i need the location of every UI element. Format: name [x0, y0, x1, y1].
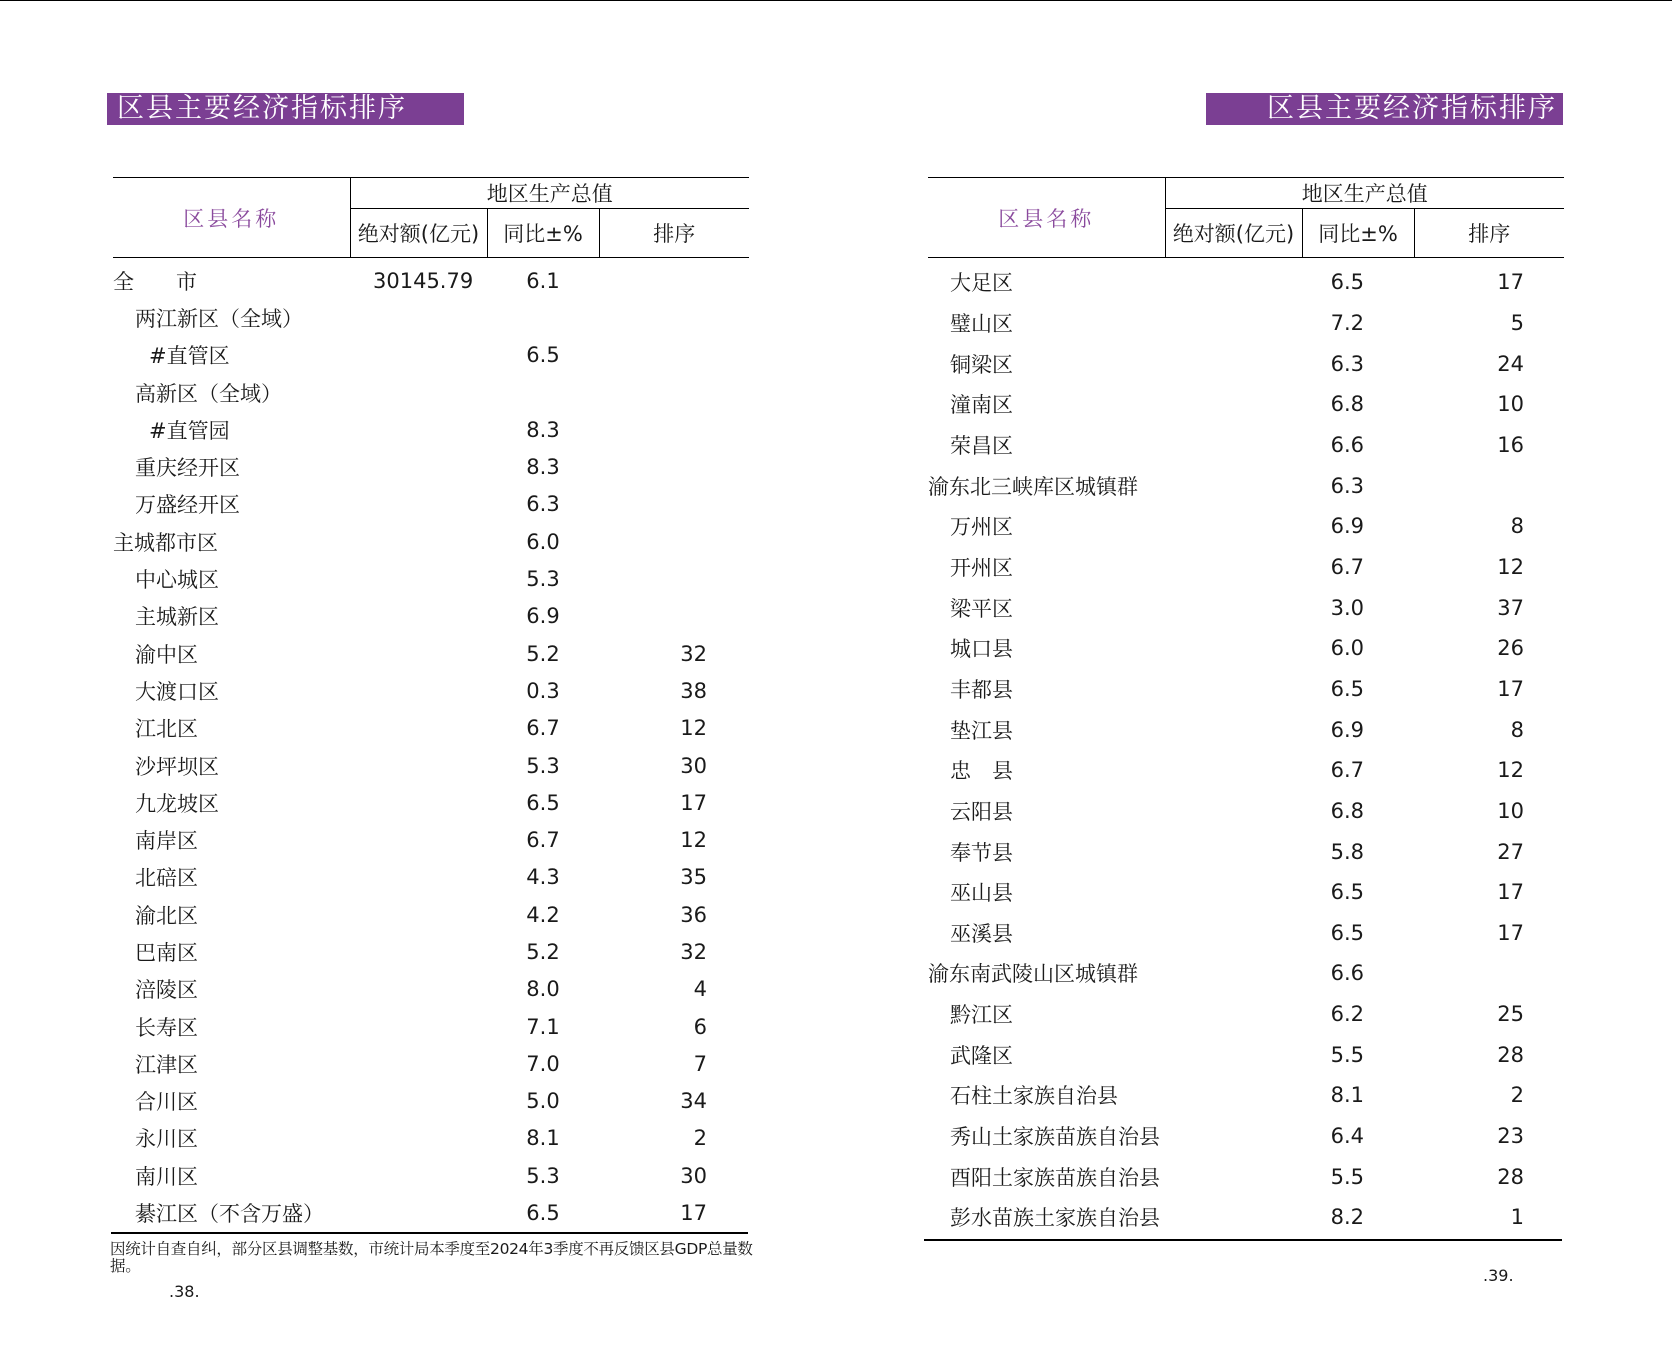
- district-name: 城口县: [950, 637, 1013, 662]
- table-row: [928, 1197, 1564, 1238]
- gdp-rank: 32: [680, 939, 708, 964]
- gdp-rank: [599, 448, 749, 485]
- table-row: [113, 1157, 749, 1194]
- gdp-rank: 26: [1497, 636, 1525, 661]
- table-row: [928, 994, 1564, 1035]
- gdp-absolute: [350, 1157, 487, 1194]
- gdp-rank: 2: [1510, 1083, 1525, 1108]
- gdp-absolute: [1165, 303, 1302, 344]
- table-row: [928, 547, 1564, 588]
- table-row: [928, 669, 1564, 710]
- gdp-rank: [599, 598, 749, 635]
- gdp-rank: 5: [1510, 310, 1525, 335]
- gdp-absolute: [350, 821, 487, 858]
- gdp-absolute: [350, 672, 487, 709]
- table-row: [113, 337, 749, 374]
- gdp-absolute: [1165, 343, 1302, 384]
- district-name: 高新区（全域）: [135, 381, 282, 406]
- gdp-absolute: [350, 859, 487, 896]
- district-name: 万盛经开区: [135, 493, 240, 518]
- gdp-yoy-percent: 7.0: [526, 1051, 560, 1076]
- gdp-yoy-percent: 6.3: [1330, 473, 1364, 498]
- table-row: [113, 1083, 749, 1120]
- district-name: 主城都市区: [113, 530, 218, 555]
- district-name: 武隆区: [950, 1043, 1013, 1068]
- district-name: 北碚区: [135, 866, 198, 891]
- gdp-rank: 8: [1510, 514, 1525, 539]
- table-row: [113, 1045, 749, 1082]
- district-name: 彭水苗族土家族自治县: [950, 1206, 1160, 1231]
- gdp-absolute: [350, 933, 487, 970]
- gdp-absolute: [350, 448, 487, 485]
- gdp-rank: 30: [680, 753, 708, 778]
- gdp-rank: 10: [1497, 392, 1525, 417]
- table-row: [928, 343, 1564, 384]
- gdp-yoy-percent: 6.6: [1330, 432, 1364, 457]
- gdp-rank: 10: [1497, 798, 1525, 823]
- gdp-yoy-percent: 3.0: [1330, 595, 1364, 620]
- table-row: [928, 303, 1564, 344]
- gdp-absolute: [350, 411, 487, 448]
- gdp-absolute: [1165, 872, 1302, 913]
- top-border: [0, 0, 1672, 1]
- district-name: 巴南区: [135, 940, 198, 965]
- gdp-yoy-percent: 5.5: [1330, 1042, 1364, 1067]
- gdp-rank: 23: [1497, 1124, 1525, 1149]
- table-row: [928, 791, 1564, 832]
- district-name: 开州区: [950, 555, 1013, 580]
- gdp-absolute: [1165, 1116, 1302, 1157]
- table-row: [928, 628, 1564, 669]
- gdp-absolute: [1165, 953, 1302, 994]
- header-district-name: 区县名称: [113, 178, 350, 258]
- gdp-yoy-percent: 6.5: [1330, 920, 1364, 945]
- gdp-rank: 17: [680, 790, 708, 815]
- gdp-absolute: [1165, 994, 1302, 1035]
- gdp-table-left: [113, 177, 749, 1232]
- table-row: [113, 896, 749, 933]
- header-yoy: 同比±%: [487, 209, 599, 258]
- gdp-yoy-percent: 8.2: [1330, 1205, 1364, 1230]
- district-name: 渝中区: [135, 642, 198, 667]
- gdp-rank: 1: [1510, 1205, 1525, 1230]
- gdp-absolute: [350, 486, 487, 523]
- gdp-absolute: [350, 896, 487, 933]
- gdp-rank: [599, 374, 749, 411]
- gdp-rank: 17: [1497, 270, 1525, 295]
- gdp-rank: 24: [1497, 351, 1525, 376]
- district-name: 巫山县: [950, 881, 1013, 906]
- gdp-absolute: [350, 635, 487, 672]
- district-name: 沙坪坝区: [135, 754, 219, 779]
- gdp-yoy-percent: 4.2: [526, 902, 560, 927]
- gdp-rank: [599, 411, 749, 448]
- table-row: [113, 560, 749, 597]
- district-name: 全 市: [113, 269, 197, 294]
- table-row: [928, 709, 1564, 750]
- gdp-absolute: [350, 1045, 487, 1082]
- gdp-rank: 28: [1497, 1042, 1525, 1067]
- table-bottom-rule-right: [924, 1239, 1562, 1241]
- gdp-rank: 38: [680, 678, 708, 703]
- gdp-rank: 17: [1497, 920, 1525, 945]
- gdp-absolute: [1165, 750, 1302, 791]
- gdp-rank: 2: [693, 1126, 708, 1151]
- gdp-yoy-percent: [487, 374, 599, 411]
- gdp-rank: [1414, 465, 1564, 506]
- gdp-yoy-percent: 6.3: [526, 492, 560, 517]
- gdp-rank: 16: [1497, 432, 1525, 457]
- header-gdp-group: 地区生产总值: [1165, 178, 1564, 209]
- gdp-yoy-percent: 8.1: [526, 1126, 560, 1151]
- table-row: [113, 299, 749, 336]
- gdp-yoy-percent: 7.2: [1330, 310, 1364, 335]
- district-name: 潼南区: [950, 393, 1013, 418]
- table-row: [113, 374, 749, 411]
- district-name: 丰都县: [950, 677, 1013, 702]
- header-absolute: 绝对额(亿元): [1165, 209, 1302, 258]
- table-row: [928, 1116, 1564, 1157]
- table-row: [113, 448, 749, 485]
- gdp-yoy-percent: 6.5: [526, 790, 560, 815]
- table-row: [928, 587, 1564, 628]
- gdp-absolute: [1165, 258, 1302, 303]
- table-row: [113, 747, 749, 784]
- district-name: 江津区: [135, 1052, 198, 1077]
- gdp-rank: [1414, 953, 1564, 994]
- gdp-yoy-percent: 5.3: [526, 753, 560, 778]
- gdp-rank: 36: [680, 902, 708, 927]
- gdp-absolute: [1165, 587, 1302, 628]
- district-name: 大足区: [950, 271, 1013, 296]
- table-row: [928, 1156, 1564, 1197]
- gdp-yoy-percent: 8.3: [526, 455, 560, 480]
- district-name: 渝东南武陵山区城镇群: [928, 962, 1138, 987]
- table-row: [928, 384, 1564, 425]
- gdp-rank: 12: [680, 716, 708, 741]
- district-name: 重庆经开区: [135, 456, 240, 481]
- gdp-absolute: [350, 971, 487, 1008]
- gdp-yoy-percent: 6.7: [1330, 758, 1364, 783]
- district-name: 綦江区（不含万盛）: [135, 1202, 324, 1227]
- gdp-rank: [599, 337, 749, 374]
- gdp-yoy-percent: 6.7: [526, 828, 560, 853]
- gdp-rank: 7: [693, 1051, 708, 1076]
- header-absolute: 绝对额(亿元): [350, 209, 487, 258]
- gdp-table-right: [928, 177, 1564, 1238]
- district-name: 长寿区: [135, 1015, 198, 1040]
- table-row: [113, 523, 749, 560]
- district-name: 九龙坡区: [135, 791, 219, 816]
- gdp-absolute: [350, 337, 487, 374]
- gdp-absolute: [1165, 384, 1302, 425]
- district-name: 垫江县: [950, 718, 1013, 743]
- table-row: [113, 784, 749, 821]
- district-name: 酉阳土家族苗族自治县: [950, 1165, 1160, 1190]
- header-yoy: 同比±%: [1302, 209, 1414, 258]
- table-row: [928, 258, 1564, 303]
- gdp-yoy-percent: 6.7: [1330, 554, 1364, 579]
- gdp-rank: [599, 523, 749, 560]
- table-row: [113, 1008, 749, 1045]
- gdp-absolute: [350, 598, 487, 635]
- gdp-yoy-percent: 5.5: [1330, 1164, 1364, 1189]
- gdp-absolute: [1165, 831, 1302, 872]
- table-row: [928, 1034, 1564, 1075]
- gdp-rank: 27: [1497, 839, 1525, 864]
- table-row: [928, 1075, 1564, 1116]
- gdp-yoy-percent: 6.5: [526, 1201, 560, 1226]
- district-name: 秀山土家族苗族自治县: [950, 1125, 1160, 1150]
- gdp-yoy-percent: 8.1: [1330, 1083, 1364, 1108]
- gdp-absolute: [350, 1194, 487, 1231]
- header-rank: 排序: [599, 209, 749, 258]
- footnote: 因统计自查自纠，部分区县调整基数，市统计局本季度至2024年3季度不再反馈区县GDP总量数据。: [110, 1240, 753, 1275]
- gdp-rank: [599, 560, 749, 597]
- table-row: [113, 859, 749, 896]
- gdp-rank: 12: [680, 828, 708, 853]
- gdp-absolute: [350, 1083, 487, 1120]
- gdp-yoy-percent: 5.2: [526, 641, 560, 666]
- table-row: [928, 425, 1564, 466]
- gdp-rank: 12: [1497, 758, 1525, 783]
- gdp-rank: 30: [680, 1163, 708, 1188]
- gdp-yoy-percent: 6.5: [1330, 270, 1364, 295]
- gdp-absolute: [350, 1120, 487, 1157]
- gdp-yoy-percent: 6.9: [1330, 717, 1364, 742]
- gdp-absolute: [1165, 425, 1302, 466]
- district-name: 璧山区: [950, 311, 1013, 336]
- district-name: 两江新区（全域）: [135, 306, 303, 331]
- gdp-absolute: [1165, 709, 1302, 750]
- gdp-absolute: [1165, 547, 1302, 588]
- gdp-rank: 6: [693, 1014, 708, 1039]
- gdp-yoy-percent: 6.5: [526, 343, 560, 368]
- gdp-yoy-percent: 6.9: [1330, 514, 1364, 539]
- gdp-absolute: [350, 560, 487, 597]
- district-name: 南川区: [135, 1164, 198, 1189]
- gdp-yoy-percent: 6.1: [526, 268, 560, 293]
- gdp-yoy-percent: 6.5: [1330, 880, 1364, 905]
- header-district-name: 区县名称: [928, 178, 1165, 258]
- section-title-left: 区县主要经济指标排序: [107, 93, 464, 125]
- gdp-rank: 8: [1510, 717, 1525, 742]
- gdp-rank: [599, 258, 749, 300]
- gdp-yoy-percent: 6.8: [1330, 798, 1364, 823]
- table-row: [113, 411, 749, 448]
- table-row: [928, 872, 1564, 913]
- gdp-yoy-percent: 4.3: [526, 865, 560, 890]
- table-row: [113, 635, 749, 672]
- gdp-rank: 34: [680, 1089, 708, 1114]
- gdp-absolute: [1165, 1197, 1302, 1238]
- gdp-rank: 17: [1497, 676, 1525, 701]
- gdp-rank: 12: [1497, 554, 1525, 579]
- gdp-yoy-percent: 6.7: [526, 716, 560, 741]
- table-row: [113, 258, 749, 300]
- district-name: 忠 县: [950, 759, 1013, 784]
- gdp-absolute: [1165, 791, 1302, 832]
- gdp-absolute: [350, 299, 487, 336]
- gdp-yoy-percent: 6.6: [1330, 961, 1364, 986]
- table-row: [113, 821, 749, 858]
- table-row: [113, 1194, 749, 1231]
- gdp-yoy-percent: 6.0: [1330, 636, 1364, 661]
- gdp-rank: 25: [1497, 1002, 1525, 1027]
- table-row: [113, 598, 749, 635]
- district-name: 主城新区: [135, 605, 219, 630]
- section-title-right: 区县主要经济指标排序: [1206, 93, 1563, 125]
- gdp-absolute: [1165, 913, 1302, 954]
- district-name: 渝东北三峡库区城镇群: [928, 474, 1138, 499]
- gdp-rank: [599, 299, 749, 336]
- gdp-yoy-percent: 6.8: [1330, 392, 1364, 417]
- gdp-absolute: [1165, 1156, 1302, 1197]
- gdp-yoy-percent: 5.0: [526, 1089, 560, 1114]
- page-number-left: .38.: [169, 1282, 200, 1301]
- gdp-yoy-percent: 8.3: [526, 417, 560, 442]
- gdp-rank: 17: [1497, 880, 1525, 905]
- district-name: 梁平区: [950, 596, 1013, 621]
- gdp-yoy-percent: 6.2: [1330, 1002, 1364, 1027]
- gdp-yoy-percent: [487, 299, 599, 336]
- gdp-rank: 17: [680, 1201, 708, 1226]
- gdp-absolute: [350, 1008, 487, 1045]
- table-row: [928, 831, 1564, 872]
- gdp-absolute: [350, 374, 487, 411]
- gdp-absolute: [1165, 628, 1302, 669]
- district-name: 永川区: [135, 1127, 198, 1152]
- district-name: 巫溪县: [950, 921, 1013, 946]
- district-name: #直管区: [149, 344, 230, 369]
- gdp-yoy-percent: 6.4: [1330, 1124, 1364, 1149]
- district-name: 江北区: [135, 717, 198, 742]
- gdp-yoy-percent: 8.0: [526, 977, 560, 1002]
- gdp-absolute: 30145.79: [373, 268, 474, 293]
- gdp-rank: 37: [1497, 595, 1525, 620]
- gdp-yoy-percent: 6.5: [1330, 676, 1364, 701]
- gdp-yoy-percent: 7.1: [526, 1014, 560, 1039]
- gdp-rank: [599, 486, 749, 523]
- gdp-yoy-percent: 5.8: [1330, 839, 1364, 864]
- table-row: [113, 672, 749, 709]
- district-name: 渝北区: [135, 903, 198, 928]
- table-row: [928, 506, 1564, 547]
- gdp-absolute: [350, 784, 487, 821]
- gdp-yoy-percent: 6.0: [526, 529, 560, 554]
- gdp-rank: 32: [680, 641, 708, 666]
- district-name: 石柱土家族自治县: [950, 1084, 1118, 1109]
- table-row: [113, 933, 749, 970]
- district-name: 云阳县: [950, 799, 1013, 824]
- gdp-yoy-percent: 5.2: [526, 939, 560, 964]
- page-number-right: .39.: [1483, 1266, 1514, 1285]
- table-row: [928, 953, 1564, 994]
- table-row: [113, 710, 749, 747]
- gdp-yoy-percent: 5.3: [526, 1163, 560, 1188]
- district-name: #直管园: [149, 418, 230, 443]
- gdp-rank: 28: [1497, 1164, 1525, 1189]
- table-bottom-rule-left: [111, 1232, 748, 1234]
- header-rank: 排序: [1414, 209, 1564, 258]
- gdp-absolute: [350, 523, 487, 560]
- district-name: 涪陵区: [135, 978, 198, 1003]
- table-body-left: [113, 258, 749, 1232]
- table-body-right: [928, 258, 1564, 1238]
- district-name: 荣昌区: [950, 433, 1013, 458]
- gdp-absolute: [1165, 506, 1302, 547]
- district-name: 黔江区: [950, 1003, 1013, 1028]
- gdp-absolute: [1165, 1075, 1302, 1116]
- gdp-absolute: [1165, 465, 1302, 506]
- table-row: [928, 465, 1564, 506]
- district-name: 奉节县: [950, 840, 1013, 865]
- gdp-absolute: [350, 710, 487, 747]
- table-row: [113, 486, 749, 523]
- gdp-rank: 35: [680, 865, 708, 890]
- gdp-yoy-percent: 5.3: [526, 567, 560, 592]
- table-row: [928, 913, 1564, 954]
- gdp-absolute: [1165, 669, 1302, 710]
- district-name: 大渡口区: [135, 679, 219, 704]
- table-row: [928, 750, 1564, 791]
- district-name: 合川区: [135, 1090, 198, 1115]
- gdp-yoy-percent: 6.9: [526, 604, 560, 629]
- table-row: [113, 971, 749, 1008]
- district-name: 铜梁区: [950, 352, 1013, 377]
- table-row: [113, 1120, 749, 1157]
- gdp-absolute: [350, 747, 487, 784]
- district-name: 南岸区: [135, 829, 198, 854]
- district-name: 万州区: [950, 515, 1013, 540]
- gdp-yoy-percent: 6.3: [1330, 351, 1364, 376]
- district-name: 中心城区: [135, 568, 219, 593]
- gdp-rank: 4: [693, 977, 708, 1002]
- header-gdp-group: 地区生产总值: [350, 178, 749, 209]
- gdp-yoy-percent: 0.3: [526, 678, 560, 703]
- gdp-absolute: [1165, 1034, 1302, 1075]
